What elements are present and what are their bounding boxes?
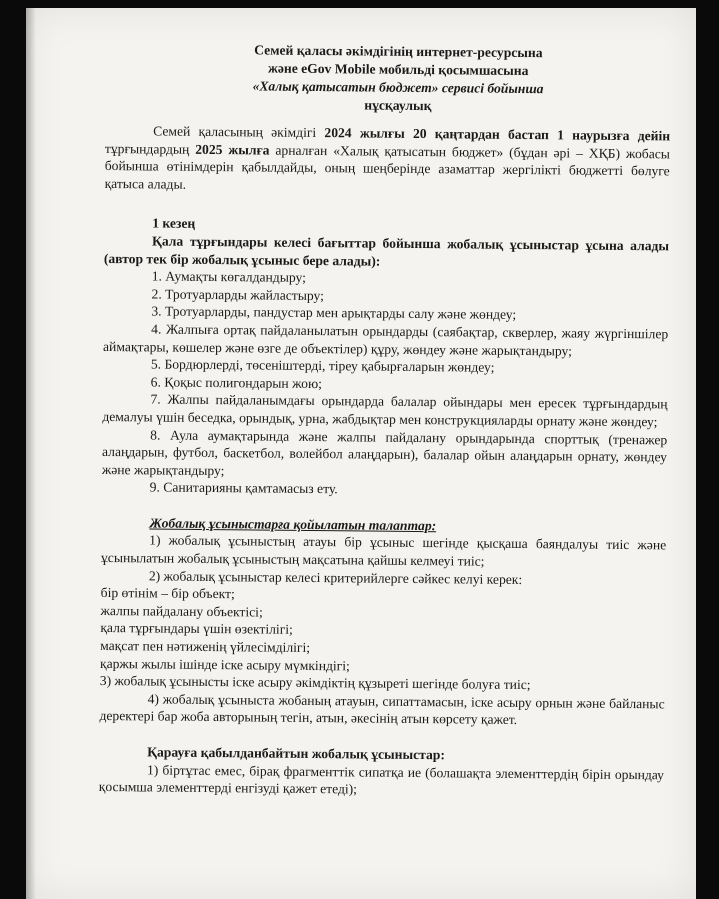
requirement-3: 3) жобалық ұсынысты іске асыру әкімдіктің құзыреті шегінде болуға тиіс; xyxy=(99,673,531,693)
requirement-2: 2) жобалық ұсыныстар келесі критерийлерге сәйкес келуі керек: xyxy=(148,568,523,587)
list-item: 3. Тротуарларды, пандустар мен арықтарды салу және жөндеу; xyxy=(151,303,517,323)
criterion-2: жалпы пайдалану объектісі; xyxy=(100,602,263,620)
requirement-4: 4) жобалық ұсыныста жобаның атауын, сипаттамасын, іске асыру орнын және байланыс деректері бар жоба авторының тегін, атын, әкесінің атын көрсету қажет. xyxy=(99,691,665,728)
rejected-item-1: 1) біртұтас емес, бірақ фрагменттік сипатқа ие (болашақта элементтердің бірін орындау қосымша элементтерді енгізуді қажет етеді); xyxy=(98,762,665,797)
document-title xyxy=(125,40,671,117)
intro-part-2: тұрғындардың xyxy=(104,140,196,157)
list-item: 1. Аумақты көгалдандыру; xyxy=(151,268,306,286)
title-line-2: және eGov Mobile мобильді қосымшасына xyxy=(267,60,529,79)
intro-part-3: арналған «Халық қатысатын бюджет» (бұдан әрі – ХҚБ) жобасы бойынша өтінімдерін қабылдайды, оның шеңберінде азаматтар жергілікті бюджетті бөлуге қатыса алады. xyxy=(104,142,671,192)
document-page xyxy=(26,8,696,899)
criterion-4: мақсат пен нәтиженің үйлесімділігі; xyxy=(100,638,311,656)
title-line-1: Семей қаласы әкімдігінің интернет-ресурсына xyxy=(254,42,543,61)
criterion-5: қаржы жылы ішінде іске асыру мүмкіндігі; xyxy=(99,655,350,673)
list-item: 6. Қоқыс полигондарын жою; xyxy=(150,374,323,391)
rejected-heading: Қарауға қабылданбайтын жобалық ұсыныстар: xyxy=(147,744,445,763)
title-line-4: нұсқаулық xyxy=(364,97,432,114)
intro-paragraph xyxy=(105,122,671,198)
title-line-3: «Халық қатысатын бюджет» сервисі бойынша xyxy=(252,78,544,97)
list-item: 7. Жалпы пайдаланымдағы орындарда балалар ойындары мен ересек тұрғындардың демалуы үшін беседка, орындық, урна, жабдықтар мен конструкцияларды орнату және жөндеу; xyxy=(102,391,668,430)
list-item: 8. Аула аумақтарында және жалпы пайдалану орындарында спорттық (тренажер алаңдарын, футбол, баскетбол, волейбол алаңдарын), балалар ойын алаңдарын орнату, жөндеу және жарықтандыру; xyxy=(101,426,668,478)
intro-year: 2025 жылға xyxy=(195,141,270,158)
list-item: 9. Санитарияны қамтамасыз ету. xyxy=(149,479,338,497)
directions-list xyxy=(102,267,669,501)
stage-label: 1 кезең xyxy=(152,215,196,232)
intro-part-1: Семей қаласының әкімдігі xyxy=(153,123,325,141)
stage-heading: Қала тұрғындары келесі бағыттар бойынша жобалық ұсыныстар ұсына алады (автор тек бір жобалық ұсыныс бере алады): xyxy=(103,233,670,269)
criterion-3: қала тұрғындары үшін өзектілігі; xyxy=(100,620,293,638)
requirements-heading: Жобалық ұсыныстарға қойылатын талаптар: xyxy=(149,515,437,534)
list-item: 4. Жалпыға ортақ пайдаланылатын орындарды (саябақтар, скверлер, жаяу жүргіншілер аймақтары, көшелер және өзге де объектілер) құру, жөндеу және жарықтандыру; xyxy=(102,321,669,359)
requirement-1: 1) жобалық ұсыныстың атауы бір ұсыныс шегінде қысқаша баяндалуы тиіс және ұсынылатын жобалық ұсыныстың мақсатына қайшы келмеуі тиіс; xyxy=(100,532,667,569)
intro-date-range: 2024 жылғы 20 қаңтардан бастап 1 наурызға дейін xyxy=(324,125,671,144)
criterion-1: бір өтінім – бір объект; xyxy=(100,585,235,602)
list-item: 2. Тротуарларды жайластыру; xyxy=(151,286,324,303)
list-item: 5. Бордюрлерді, төсеніштерді, тіреу қабырғаларын жөндеу; xyxy=(150,356,495,375)
document-content xyxy=(99,40,671,801)
